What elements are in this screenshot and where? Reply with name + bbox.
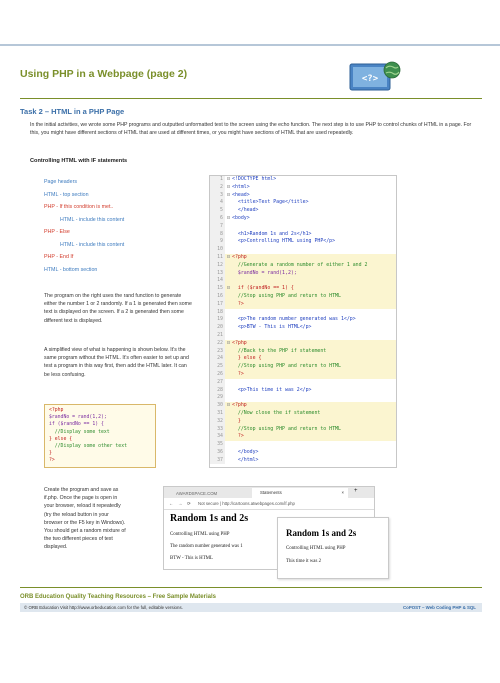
title-rule bbox=[20, 98, 482, 99]
line-number: 1 bbox=[210, 176, 225, 184]
line-number: 5 bbox=[210, 207, 225, 215]
fold-toggle-icon[interactable]: ⊟ bbox=[227, 214, 230, 221]
code-line bbox=[210, 184, 396, 192]
close-icon[interactable]: × bbox=[341, 490, 344, 495]
line-number: 30 bbox=[210, 402, 225, 410]
code-line bbox=[210, 418, 396, 426]
code-line bbox=[210, 231, 396, 239]
browser-window-2 bbox=[277, 517, 389, 579]
intro-paragraph: In the initial activities, we wrote some PHP programs and outputted unformatted text to the screen using the echo function. The next step is to use PHP to control chunks of HTML in a page. For this, you might have different sections of HTML that are used at different times, or you might have sections of HTML that are used repeatedly. bbox=[30, 122, 472, 136]
line-number: 33 bbox=[210, 426, 225, 434]
footer-title: ORB Education Quality Teaching Resources – Free Sample Materials bbox=[20, 594, 216, 600]
code-text: <title>Test Page</title> bbox=[232, 199, 309, 206]
line-number: 16 bbox=[210, 293, 225, 301]
line-number: 20 bbox=[210, 324, 225, 332]
fold-toggle-icon[interactable]: ⊟ bbox=[227, 253, 230, 260]
line-number: 19 bbox=[210, 316, 225, 324]
code-line bbox=[210, 215, 396, 223]
line-number: 21 bbox=[210, 332, 225, 340]
structure-step: PHP - If this condition is met.. bbox=[44, 204, 114, 210]
line-number: 13 bbox=[210, 270, 225, 278]
code-line bbox=[210, 340, 396, 348]
line-number: 31 bbox=[210, 410, 225, 418]
code-text: //Stop using PHP and return to HTML bbox=[232, 363, 341, 370]
line-number: 17 bbox=[210, 301, 225, 309]
structure-step: HTML - include this content bbox=[60, 216, 125, 223]
structure-step: HTML - top section bbox=[44, 191, 89, 198]
code-text: } bbox=[232, 417, 241, 424]
create-instructions: Create the program and save as if.php. Once the page is open in your browser, reload it repeatedly (try the reload button in your browser or the F5 key in Windows). You should get a random mixture of the two different pieces of text displayed. bbox=[44, 487, 126, 551]
code-line bbox=[210, 426, 396, 434]
code-line bbox=[210, 410, 396, 418]
code-line bbox=[210, 192, 396, 200]
snippet-line: <?php bbox=[49, 408, 64, 413]
code-line bbox=[210, 379, 396, 387]
page-title: Using PHP in a Webpage (page 2) bbox=[20, 68, 188, 80]
structure-list bbox=[44, 176, 204, 276]
line-number: 34 bbox=[210, 433, 225, 441]
code-line bbox=[210, 176, 396, 184]
browser-tab-statements[interactable] bbox=[252, 488, 348, 498]
line-number: 6 bbox=[210, 215, 225, 223]
structure-step: Page headers bbox=[44, 179, 77, 185]
section-subheading: Controlling HTML with IF statements bbox=[30, 158, 128, 164]
code-text: <p>BTW - This is HTML</p> bbox=[232, 324, 312, 331]
line-number: 14 bbox=[210, 277, 225, 285]
footer-bar bbox=[20, 603, 482, 612]
fold-toggle-icon[interactable]: ⊟ bbox=[227, 339, 230, 346]
structure-step: PHP - Else bbox=[44, 229, 70, 235]
code-line bbox=[210, 433, 396, 441]
line-number: 9 bbox=[210, 238, 225, 246]
code-text: if ($randNo == 1) { bbox=[232, 285, 294, 292]
snippet-line: //Display some other text bbox=[49, 444, 127, 450]
code-line bbox=[210, 309, 396, 317]
code-text: </head> bbox=[232, 207, 259, 214]
line-number: 23 bbox=[210, 348, 225, 356]
code-line bbox=[210, 363, 396, 371]
code-line bbox=[210, 394, 396, 402]
code-text: <?php bbox=[232, 402, 247, 409]
code-line bbox=[210, 238, 396, 246]
code-text: <!DOCTYPE html> bbox=[232, 176, 277, 182]
code-line bbox=[210, 277, 396, 285]
browser-line-2: The random number generated was 1 bbox=[170, 544, 243, 549]
code-line bbox=[210, 246, 396, 254]
footer-rule bbox=[20, 587, 482, 588]
code-text: <h1>Random 1s and 2s</h1> bbox=[232, 230, 312, 237]
rand-explanation: The program on the right uses the rand function to generate either the number 1 or 2 randomly. If a 1 is generated then some text is displayed on the screen. If a 2 is generated then some different text is displayed. bbox=[44, 293, 192, 324]
code-editor bbox=[209, 175, 397, 468]
code-line bbox=[210, 207, 396, 215]
snippet-line: } bbox=[49, 451, 52, 457]
code-text: //Stop using PHP and return to HTML bbox=[232, 292, 341, 299]
code-text: <body> bbox=[232, 214, 250, 221]
code-line bbox=[210, 402, 396, 410]
line-number: 11 bbox=[210, 254, 225, 262]
code-line bbox=[210, 285, 396, 293]
footer-course: CoPOST – Web Coding PHP & SQL bbox=[402, 605, 476, 610]
code-line bbox=[210, 223, 396, 231]
logo-text: <?> bbox=[361, 74, 379, 84]
line-number: 15 bbox=[210, 285, 225, 293]
code-text: <p>Controlling HTML using PHP</p> bbox=[232, 238, 336, 245]
fold-toggle-icon[interactable]: ⊟ bbox=[227, 176, 230, 182]
browser-line-1: Controlling HTML using PHP bbox=[170, 532, 230, 537]
line-number: 36 bbox=[210, 449, 225, 457]
address-bar[interactable] bbox=[164, 498, 374, 510]
code-text: </html> bbox=[232, 456, 259, 463]
code-text: <?php bbox=[232, 339, 247, 346]
line-number: 7 bbox=[210, 223, 225, 231]
code-line bbox=[210, 301, 396, 309]
browser-tab-strip bbox=[164, 487, 374, 498]
snippet-line: if ($randNo == 1) { bbox=[49, 422, 104, 428]
code-text: //Generate a random number of either 1 and 2 bbox=[232, 261, 368, 268]
code-line bbox=[210, 441, 396, 449]
code-text: ?> bbox=[232, 370, 244, 377]
line-number: 35 bbox=[210, 441, 225, 449]
new-tab-icon[interactable]: + bbox=[354, 488, 358, 494]
code-text: <p>The random number generated was 1</p> bbox=[232, 316, 356, 323]
line-number: 32 bbox=[210, 418, 225, 426]
line-number: 28 bbox=[210, 387, 225, 395]
code-text: <html> bbox=[232, 183, 250, 190]
browser-tab-awardspace[interactable]: AWARDSPACE.COM bbox=[176, 491, 218, 496]
line-number: 10 bbox=[210, 246, 225, 254]
code-line bbox=[210, 270, 396, 278]
code-text: //Back to the PHP if statement bbox=[232, 347, 327, 354]
code-text: ?> bbox=[232, 433, 244, 440]
code-text: ?> bbox=[232, 300, 244, 307]
code-text: </body> bbox=[232, 448, 259, 455]
code-text: $randNo = rand(1,2); bbox=[232, 269, 297, 276]
structure-step: HTML - bottom section bbox=[44, 266, 98, 273]
code-text: //Stop using PHP and return to HTML bbox=[232, 425, 341, 432]
snippet-line: //Display some text bbox=[49, 429, 110, 435]
reload-icon[interactable]: ⟳ bbox=[187, 501, 191, 506]
fold-toggle-icon[interactable]: ⊟ bbox=[227, 285, 230, 292]
snippet-line: $randNo = rand(1,2); bbox=[49, 415, 107, 421]
address-text: Not secure | http://cartoons.atwebpages.com/if.php bbox=[198, 501, 295, 506]
code-line bbox=[210, 449, 396, 457]
code-line bbox=[210, 387, 396, 395]
code-line bbox=[210, 348, 396, 356]
line-number: 18 bbox=[210, 309, 225, 317]
line-number: 37 bbox=[210, 457, 225, 465]
code-line bbox=[210, 254, 396, 262]
snippet-line: ?> bbox=[49, 458, 55, 464]
line-number: 3 bbox=[210, 192, 225, 200]
snippet-line: } else { bbox=[49, 436, 73, 442]
browser2-heading: Random 1s and 2s bbox=[286, 528, 357, 538]
top-divider bbox=[0, 44, 500, 46]
code-line bbox=[210, 316, 396, 324]
code-line bbox=[210, 199, 396, 207]
simplified-code-snippet bbox=[44, 404, 156, 468]
structure-step: PHP - End If bbox=[44, 254, 74, 260]
line-number: 8 bbox=[210, 231, 225, 239]
code-line bbox=[210, 355, 396, 363]
forward-icon[interactable]: → bbox=[178, 501, 183, 506]
browser2-line-2: This time it was 2 bbox=[286, 559, 322, 564]
fold-toggle-icon[interactable]: ⊟ bbox=[227, 183, 230, 190]
line-number: 25 bbox=[210, 363, 225, 371]
line-number: 2 bbox=[210, 184, 225, 192]
code-text: //Now close the if statement bbox=[232, 409, 321, 416]
browser-line-3: BTW - This is HTML bbox=[170, 556, 214, 561]
tab-label: Statements bbox=[260, 490, 282, 495]
code-line bbox=[210, 332, 396, 340]
fold-toggle-icon[interactable]: ⊟ bbox=[227, 402, 230, 409]
structure-step: HTML - include this content bbox=[60, 241, 125, 248]
code-text: } else { bbox=[232, 355, 262, 362]
back-icon[interactable]: ← bbox=[169, 501, 174, 506]
code-line bbox=[210, 262, 396, 270]
browser-heading: Random 1s and 2s bbox=[170, 513, 249, 524]
line-number: 24 bbox=[210, 355, 225, 363]
simplified-explanation: A simplified view of what is happening is shown below. It’s the same program without the HTML. It’s often easier to set up and test a program in this way first, then add the HTML later. It can be less confusing. bbox=[44, 347, 189, 378]
line-number: 12 bbox=[210, 262, 225, 270]
line-number: 27 bbox=[210, 379, 225, 387]
line-number: 29 bbox=[210, 394, 225, 402]
footer-copyright: © ORB Education Visit http://www.orbeducation.com for the full, editable versions. bbox=[24, 605, 183, 610]
code-line bbox=[210, 371, 396, 379]
code-text: <?php bbox=[232, 253, 247, 260]
task-heading: Task 2 – HTML in a PHP Page bbox=[20, 107, 125, 116]
code-line bbox=[210, 457, 396, 465]
php-logo-icon bbox=[349, 61, 401, 93]
line-number: 26 bbox=[210, 371, 225, 379]
line-number: 22 bbox=[210, 340, 225, 348]
code-text: <p>This time it was 2</p> bbox=[232, 386, 312, 393]
code-text: <head> bbox=[232, 191, 250, 198]
code-line bbox=[210, 293, 396, 301]
browser2-line-1: Controlling HTML using PHP bbox=[286, 546, 346, 551]
fold-toggle-icon[interactable]: ⊟ bbox=[227, 191, 230, 198]
code-line bbox=[210, 324, 396, 332]
line-number: 4 bbox=[210, 199, 225, 207]
